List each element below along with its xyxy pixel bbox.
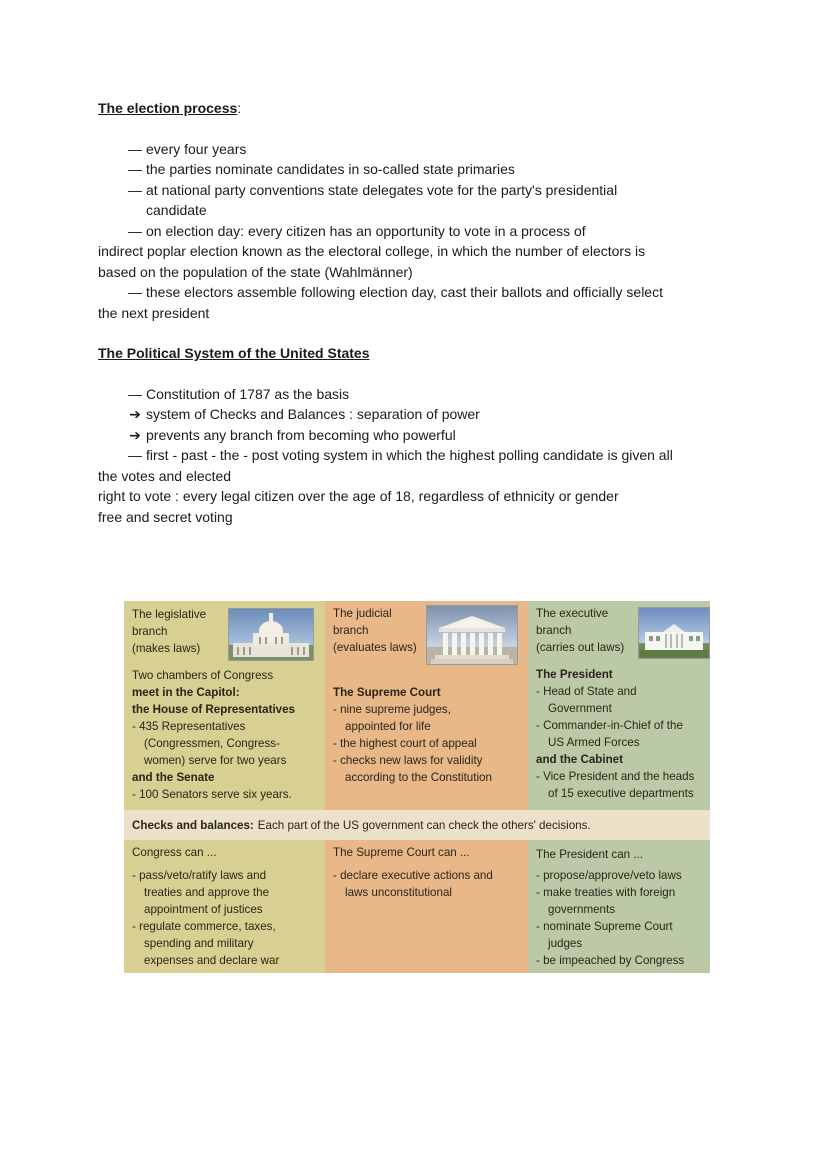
executive-line: - Commander-in-Chief of the (536, 719, 683, 732)
list-item-text: Constitution of 1787 as the basis (146, 385, 350, 402)
list-item-text: every four years (146, 140, 247, 157)
paragraph-line: based on the population of the state (Wahlmänner) (98, 263, 413, 280)
paragraph-line: indirect poplar election known as the electoral college, in which the number of electors is (98, 243, 646, 259)
dash-bullet: — (128, 447, 142, 463)
legislative-line: the House of Representatives (132, 703, 296, 716)
congress-can-line: appointment of justices (144, 903, 263, 916)
judicial-branch-panel (325, 601, 528, 810)
list-item (98, 180, 738, 221)
executive-line: of 15 executive departments (548, 787, 694, 800)
executive-line: and the Cabinet (536, 753, 623, 766)
congress-can-line: expenses and declare war (144, 954, 280, 967)
paragraph-line: the votes and elected (98, 467, 232, 484)
list-item (98, 445, 738, 466)
congress-can-panel (124, 840, 325, 973)
executive-title: The executive (536, 607, 609, 620)
congress-can-line: - regulate commerce, taxes, (132, 920, 276, 933)
capitol-building-image (228, 608, 314, 661)
heading-colon: : (237, 100, 242, 116)
executive-line: - Vice President and the heads (536, 770, 695, 783)
white-house-image (638, 607, 710, 659)
judicial-line: according to the Constitution (345, 771, 492, 784)
congress-can-line: - pass/veto/ratify laws and (132, 869, 267, 882)
list-item-text: first - past - the - post voting system in which the highest polling candidate is given all (146, 447, 673, 463)
list-item (98, 139, 738, 160)
executive-title-2: branch (536, 624, 572, 637)
judicial-line: - nine supreme judges, (333, 703, 451, 716)
president-can-line: governments (548, 903, 616, 916)
list-item (98, 159, 738, 180)
president-can-panel (528, 840, 710, 973)
document-body (98, 98, 738, 527)
executive-line: US Armed Forces (548, 736, 640, 749)
dash-bullet: — (128, 181, 142, 198)
legislative-line: and the Senate (132, 771, 215, 784)
section-political-heading (98, 343, 738, 364)
executive-branch-panel (528, 601, 710, 810)
congress-can-line: treaties and approve the (144, 886, 270, 899)
legislative-subtitle: (makes laws) (132, 642, 201, 655)
list-item (98, 282, 738, 303)
congress-can-line: spending and military (144, 937, 254, 950)
legislative-line: - 435 Representatives (132, 720, 246, 733)
paragraph-line: free and secret voting (98, 508, 233, 525)
court-can-title: The Supreme Court can ... (333, 846, 470, 859)
judicial-line: - checks new laws for validity (333, 754, 483, 767)
list-item-text: system of Checks and Balances : separation of power (146, 406, 480, 422)
legislative-title-2: branch (132, 625, 168, 638)
legislative-line: women) serve for two years (144, 754, 287, 767)
dash-bullet: — (128, 284, 142, 300)
court-can-line: - declare executive actions and (333, 869, 493, 882)
paragraph-line: right to vote : every legal citizen over the age of 18, regardless of ethnicity or gender (98, 488, 619, 504)
legislative-line: - 100 Senators serve six years. (132, 788, 292, 801)
list-item-text: at national party conventions state delegates vote for the party's presidential (146, 181, 618, 198)
list-item-text: on election day: every citizen has an opportunity to vote in a process of (146, 222, 586, 239)
supreme-court-building-image (426, 605, 518, 665)
list-item-text: the parties nominate candidates in so-called state primaries (146, 161, 515, 177)
executive-line: The President (536, 668, 613, 681)
judicial-line: appointed for life (345, 720, 431, 733)
arrow-right-icon: ➔ (129, 406, 141, 422)
government-branches-infographic (124, 601, 710, 973)
arrow-right-icon: ➔ (129, 426, 141, 443)
legislative-line: meet in the Capitol: (132, 686, 240, 699)
election-process-heading: The election process (98, 100, 238, 116)
dash-bullet: — (128, 161, 142, 177)
checks-and-balances-band (124, 810, 710, 840)
executive-line: - Head of State and (536, 685, 637, 698)
president-can-line: - propose/approve/veto laws (536, 869, 682, 882)
list-item-text-wrap: candidate (146, 202, 207, 218)
president-can-line: - make treaties with foreign (536, 886, 676, 899)
judicial-subtitle: (evaluates laws) (333, 641, 417, 654)
president-can-title: The President can ... (536, 848, 643, 861)
section-election-heading (98, 98, 738, 119)
executive-subtitle: (carries out laws) (536, 641, 625, 654)
dash-bullet: — (128, 222, 142, 239)
legislative-title: The legislative (132, 608, 207, 621)
judicial-title-2: branch (333, 624, 369, 637)
congress-can-title: Congress can ... (132, 846, 217, 859)
list-item-text: prevents any branch from becoming who powerful (146, 426, 456, 443)
president-can-line: - be impeached by Congress (536, 954, 685, 967)
legislative-line: Two chambers of Congress (132, 669, 274, 682)
checks-and-balances-text: Each part of the US government can check the others' decisions. (257, 818, 591, 832)
paragraph-line: the next president (98, 304, 210, 321)
list-item (98, 404, 738, 425)
court-can-line: laws unconstitutional (345, 886, 452, 899)
legislative-branch-panel (124, 601, 325, 810)
supreme-court-can-panel (325, 840, 528, 973)
executive-line: Government (548, 702, 612, 715)
legislative-line: (Congressmen, Congress- (144, 737, 280, 750)
judicial-title: The judicial (333, 607, 392, 620)
political-system-heading: The Political System of the United States (98, 345, 370, 361)
judicial-line: The Supreme Court (333, 686, 441, 699)
checks-and-balances-label: Checks and balances: (132, 818, 254, 832)
president-can-line: judges (548, 937, 583, 950)
dash-bullet: — (128, 140, 142, 157)
president-can-line: - nominate Supreme Court (536, 920, 673, 933)
list-item-text: these electors assemble following election day, cast their ballots and officially select (146, 284, 663, 300)
dash-bullet: — (128, 385, 142, 402)
list-item (98, 384, 738, 405)
list-item (98, 425, 738, 446)
judicial-line: - the highest court of appeal (333, 737, 477, 750)
list-item (98, 221, 738, 242)
